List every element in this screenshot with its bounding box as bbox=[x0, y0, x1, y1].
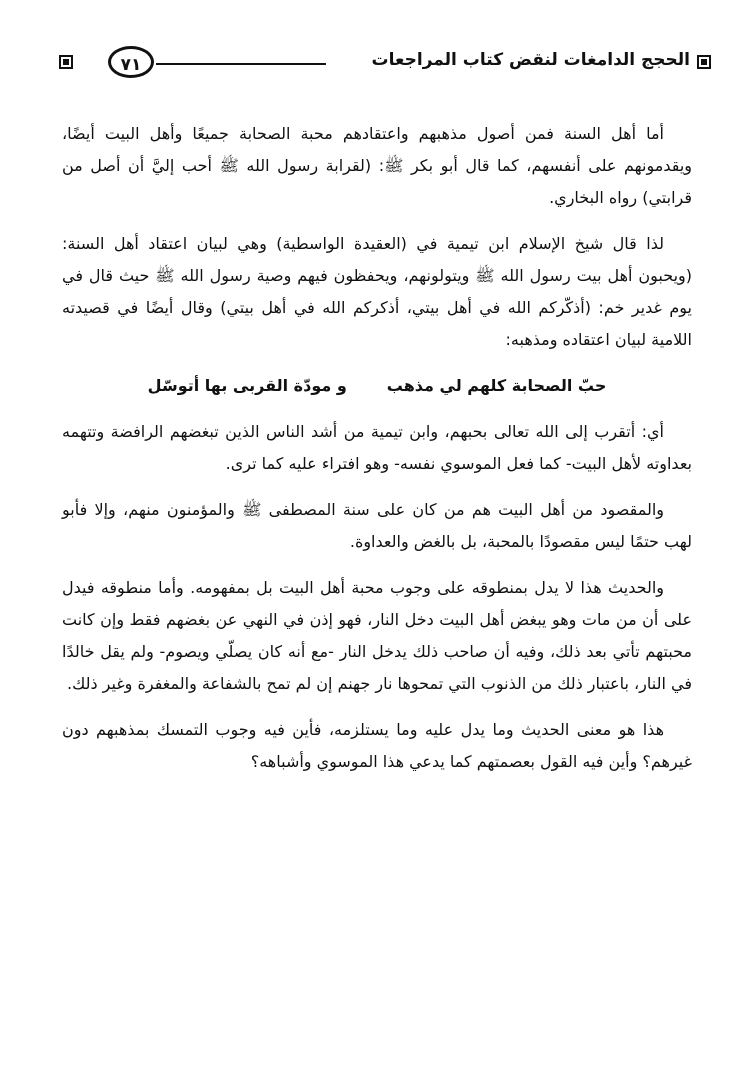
decorative-knot-icon bbox=[696, 54, 712, 70]
running-title: الحجج الدامغات لنقض كتاب المراجعات bbox=[371, 50, 690, 70]
verse-second-hemistich: و مودّة القربى بها أتوسّل bbox=[147, 376, 347, 395]
verse-first-hemistich: حبّ الصحابة كلهم لي مذهب bbox=[386, 376, 607, 395]
page-header bbox=[60, 44, 690, 84]
page-body bbox=[62, 118, 692, 792]
page-number-text: ٧١ bbox=[120, 55, 142, 75]
paragraph: أما أهل السنة فمن أصول مذهبهم واعتقادهم محبة الصحابة جميعًا وأهل البيت أيضًا، ويقدمونهم على أنفسهم، كما قال أبو بكر ﷺ: (لقرابة رسول الله ﷺ أحب إليَّ أن أصل من قرابتي) رواه البخاري. bbox=[62, 124, 692, 207]
paragraph: هذا هو معنى الحديث وما يدل عليه وما يستلزمه، فأين فيه وجوب التمسك بمذهبهم دون غيرهم؟ وأين فيه القول بعصمتهم كما يدعي هذا الموسوي وأشباهه؟ bbox=[62, 720, 692, 771]
paragraph: والمقصود من أهل البيت هم من كان على سنة المصطفى ﷺ والمؤمنون منهم، وإلا فأبو لهب حتمًا ليس مقصودًا بالمحبة، بل بالغض والعداوة. bbox=[62, 500, 692, 551]
paragraph: أي: أتقرب إلى الله تعالى بحبهم، وابن تيمية من أشد الناس الذين تبغضهم الرافضة وتتهمه بعداوته لأهل البيت- كما فعل الموسوي نفسه- وهو افتراء عليه كما ترى. bbox=[62, 422, 692, 473]
header-rule bbox=[156, 63, 326, 65]
page-number bbox=[108, 46, 154, 78]
paragraph: والحديث هذا لا يدل بمنطوقه على وجوب محبة أهل البيت بل بمفهومه. وأما منطوقه فيدل على أن من مات وهو يبغض أهل البيت دخل النار، فهو إذن في النهي عن بغضهم فقط وإن كانت محبتهم تأتي بعد ذلك، وفيه أن صاحب ذلك يدخل النار -مع أنه كان يصلّي ويصوم- ولم يقل خالدًا في النار، باعتبار ذلك من الذنوب التي تمحوها نار جهنم إن لم تمح بالشفاعة والمغفرة وغير ذلك. bbox=[62, 578, 692, 693]
paragraph: لذا قال شيخ الإسلام ابن تيمية في (العقيدة الواسطية) وهي لبيان اعتقاد أهل السنة: (ويحبون أهل بيت رسول الله ﷺ ويتولونهم، ويحفظون فيهم وصية رسول الله ﷺ حيث قال في يوم غدير خم: (أذكّركم الله في أهل بيتي، أذكركم الله في أهل بيتي) وقال أيضًا في قصيدته اللامية لبيان اعتقاده ومذهبه: bbox=[62, 234, 692, 349]
decorative-knot-icon bbox=[58, 54, 74, 70]
poetry-verse bbox=[62, 370, 692, 402]
